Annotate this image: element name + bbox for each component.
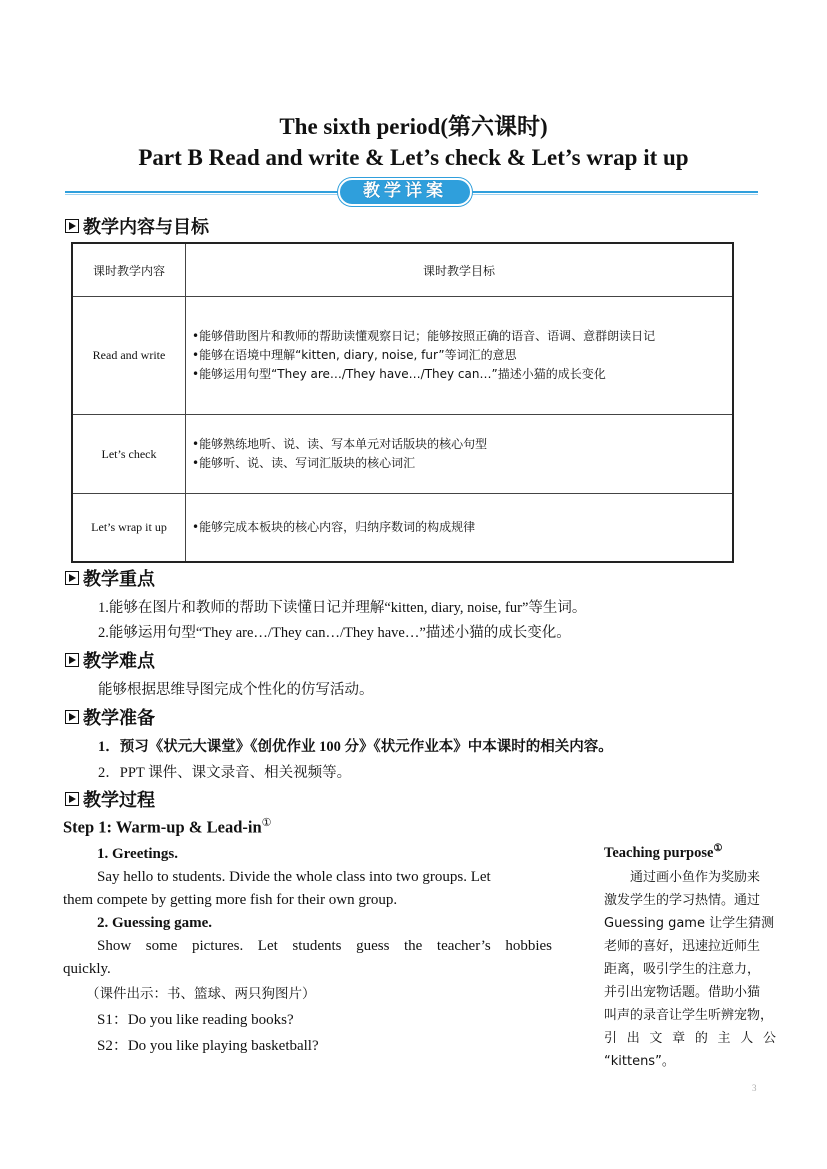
teaching-purpose-text bbox=[604, 866, 782, 1073]
preparation-item-2: 2．PPT 课件、课文录音、相关视频等。 bbox=[98, 765, 352, 781]
purpose-line: 激发学生的学习热情。通过 bbox=[604, 893, 761, 908]
purpose-line: 老师的喜好，迅速拉近师生 bbox=[604, 939, 761, 954]
goal-line: •能够借助图片和教师的帮助读懂观察日记；能够按照正确的语音、语调、意群朗读日记 bbox=[192, 329, 656, 343]
table-cell-goals bbox=[186, 415, 734, 494]
page-number: 3 bbox=[752, 1083, 757, 1093]
goal-line: •能够在语境中理解“kitten, diary, noise, fur”等词汇的意思 bbox=[192, 348, 517, 362]
purpose-line: 叫声的录音让学生听辨宠物， bbox=[604, 1008, 774, 1023]
page-title: The sixth period(第六课时) bbox=[279, 114, 548, 139]
purpose-line: 距离，吸引学生的注意力， bbox=[604, 962, 761, 977]
goal-line: •能够完成本板块的核心内容，归纳序数词的构成规律 bbox=[192, 519, 476, 534]
purpose-line: “kittens”。 bbox=[604, 1054, 675, 1069]
step1-footnote: ① bbox=[261, 817, 272, 829]
goal-line: •能够熟练地听、说、读、写本单元对话版块的核心句型 bbox=[192, 437, 488, 451]
key-point-1: 1.能够在图片和教师的帮助下读懂日记并理解“kitten, diary, noise, fur”等生词。 bbox=[98, 600, 587, 616]
section-heading-content bbox=[65, 213, 209, 239]
greetings-title: 1. Greetings. bbox=[97, 846, 178, 862]
play-triangle-icon bbox=[65, 792, 79, 806]
play-triangle-icon bbox=[65, 571, 79, 585]
section-heading-label: 教学准备 bbox=[83, 708, 155, 729]
goal-line: •能够运用句型“They are…/They have…/They can…”描述小猫的成长变化 bbox=[192, 367, 606, 381]
section-heading-label: 教学重点 bbox=[83, 569, 155, 590]
key-point-2: 2.能够运用句型“They are…/They can…/They have…”描述小猫的成长变化。 bbox=[98, 625, 571, 641]
banner-badge bbox=[338, 178, 472, 206]
section-heading-label: 教学过程 bbox=[83, 790, 155, 811]
section-heading-preparation bbox=[65, 704, 155, 730]
teaching-purpose-title: Teaching purpose bbox=[604, 844, 714, 861]
goal-line: •能够听、说、读、写词汇版块的核心词汇 bbox=[192, 456, 416, 470]
table-cell-content: Let’s check bbox=[72, 415, 186, 494]
dialogue-s1: S1：Do you like reading books? bbox=[97, 1012, 294, 1028]
table-header-cell: 课时教学目标 bbox=[186, 243, 734, 297]
greetings-text-1: Say hello to students. Divide the whole class into two groups. Let bbox=[97, 869, 491, 885]
table-header-cell: 课时教学内容 bbox=[72, 243, 186, 297]
section-heading-difficulties bbox=[65, 647, 155, 673]
difficulty-text: 能够根据思维导图完成个性化的仿写活动。 bbox=[98, 682, 374, 698]
table-cell-goals bbox=[186, 297, 734, 415]
table-row bbox=[72, 494, 733, 562]
step1-heading bbox=[63, 816, 272, 838]
play-triangle-icon bbox=[65, 710, 79, 724]
greetings-text-2: them compete by getting more fish for their own group. bbox=[63, 892, 398, 908]
guessing-title: 2. Guessing game. bbox=[97, 915, 213, 931]
guessing-text-2: quickly. bbox=[63, 961, 111, 977]
section-heading-key-points bbox=[65, 565, 155, 591]
guessing-text-1: Show some pictures. Let students guess the teacher’s hobbies bbox=[97, 938, 552, 954]
banner-label: 教学详案 bbox=[363, 181, 447, 201]
play-triangle-icon bbox=[65, 653, 79, 667]
page-subtitle: Part B Read and write & Let’s check & Let’s wrap it up bbox=[138, 145, 689, 170]
section-heading-label: 教学难点 bbox=[83, 651, 155, 672]
courseware-note: （课件出示：书、篮球、两只狗图片） bbox=[86, 986, 316, 1002]
dialogue-s2: S2：Do you like playing basketball? bbox=[97, 1038, 319, 1054]
section-heading-process bbox=[65, 786, 155, 812]
table-row bbox=[72, 415, 733, 494]
teaching-purpose-footnote: ① bbox=[713, 843, 723, 854]
purpose-line: Guessing game 让学生猜测 bbox=[604, 916, 775, 931]
teaching-purpose-heading bbox=[604, 843, 722, 862]
purpose-line: 引出文章的主人公 bbox=[604, 1031, 782, 1046]
goals-table bbox=[71, 242, 734, 563]
step1-title: Step 1: Warm-up & Lead-in bbox=[63, 817, 262, 837]
preparation-item-1: 1．预习《状元大课堂》《创优作业 100 分》《状元作业本》中本课时的相关内容。 bbox=[98, 739, 613, 755]
purpose-line: 并引出宠物话题。借助小猫 bbox=[604, 985, 761, 1000]
table-cell-goals bbox=[186, 494, 734, 562]
table-header-row bbox=[72, 243, 733, 297]
play-triangle-icon bbox=[65, 219, 79, 233]
table-cell-content: Let’s wrap it up bbox=[72, 494, 186, 562]
table-cell-content: Read and write bbox=[72, 297, 186, 415]
table-row bbox=[72, 297, 733, 415]
purpose-line: 通过画小鱼作为奖励来 bbox=[630, 870, 761, 885]
section-heading-label: 教学内容与目标 bbox=[83, 217, 209, 238]
